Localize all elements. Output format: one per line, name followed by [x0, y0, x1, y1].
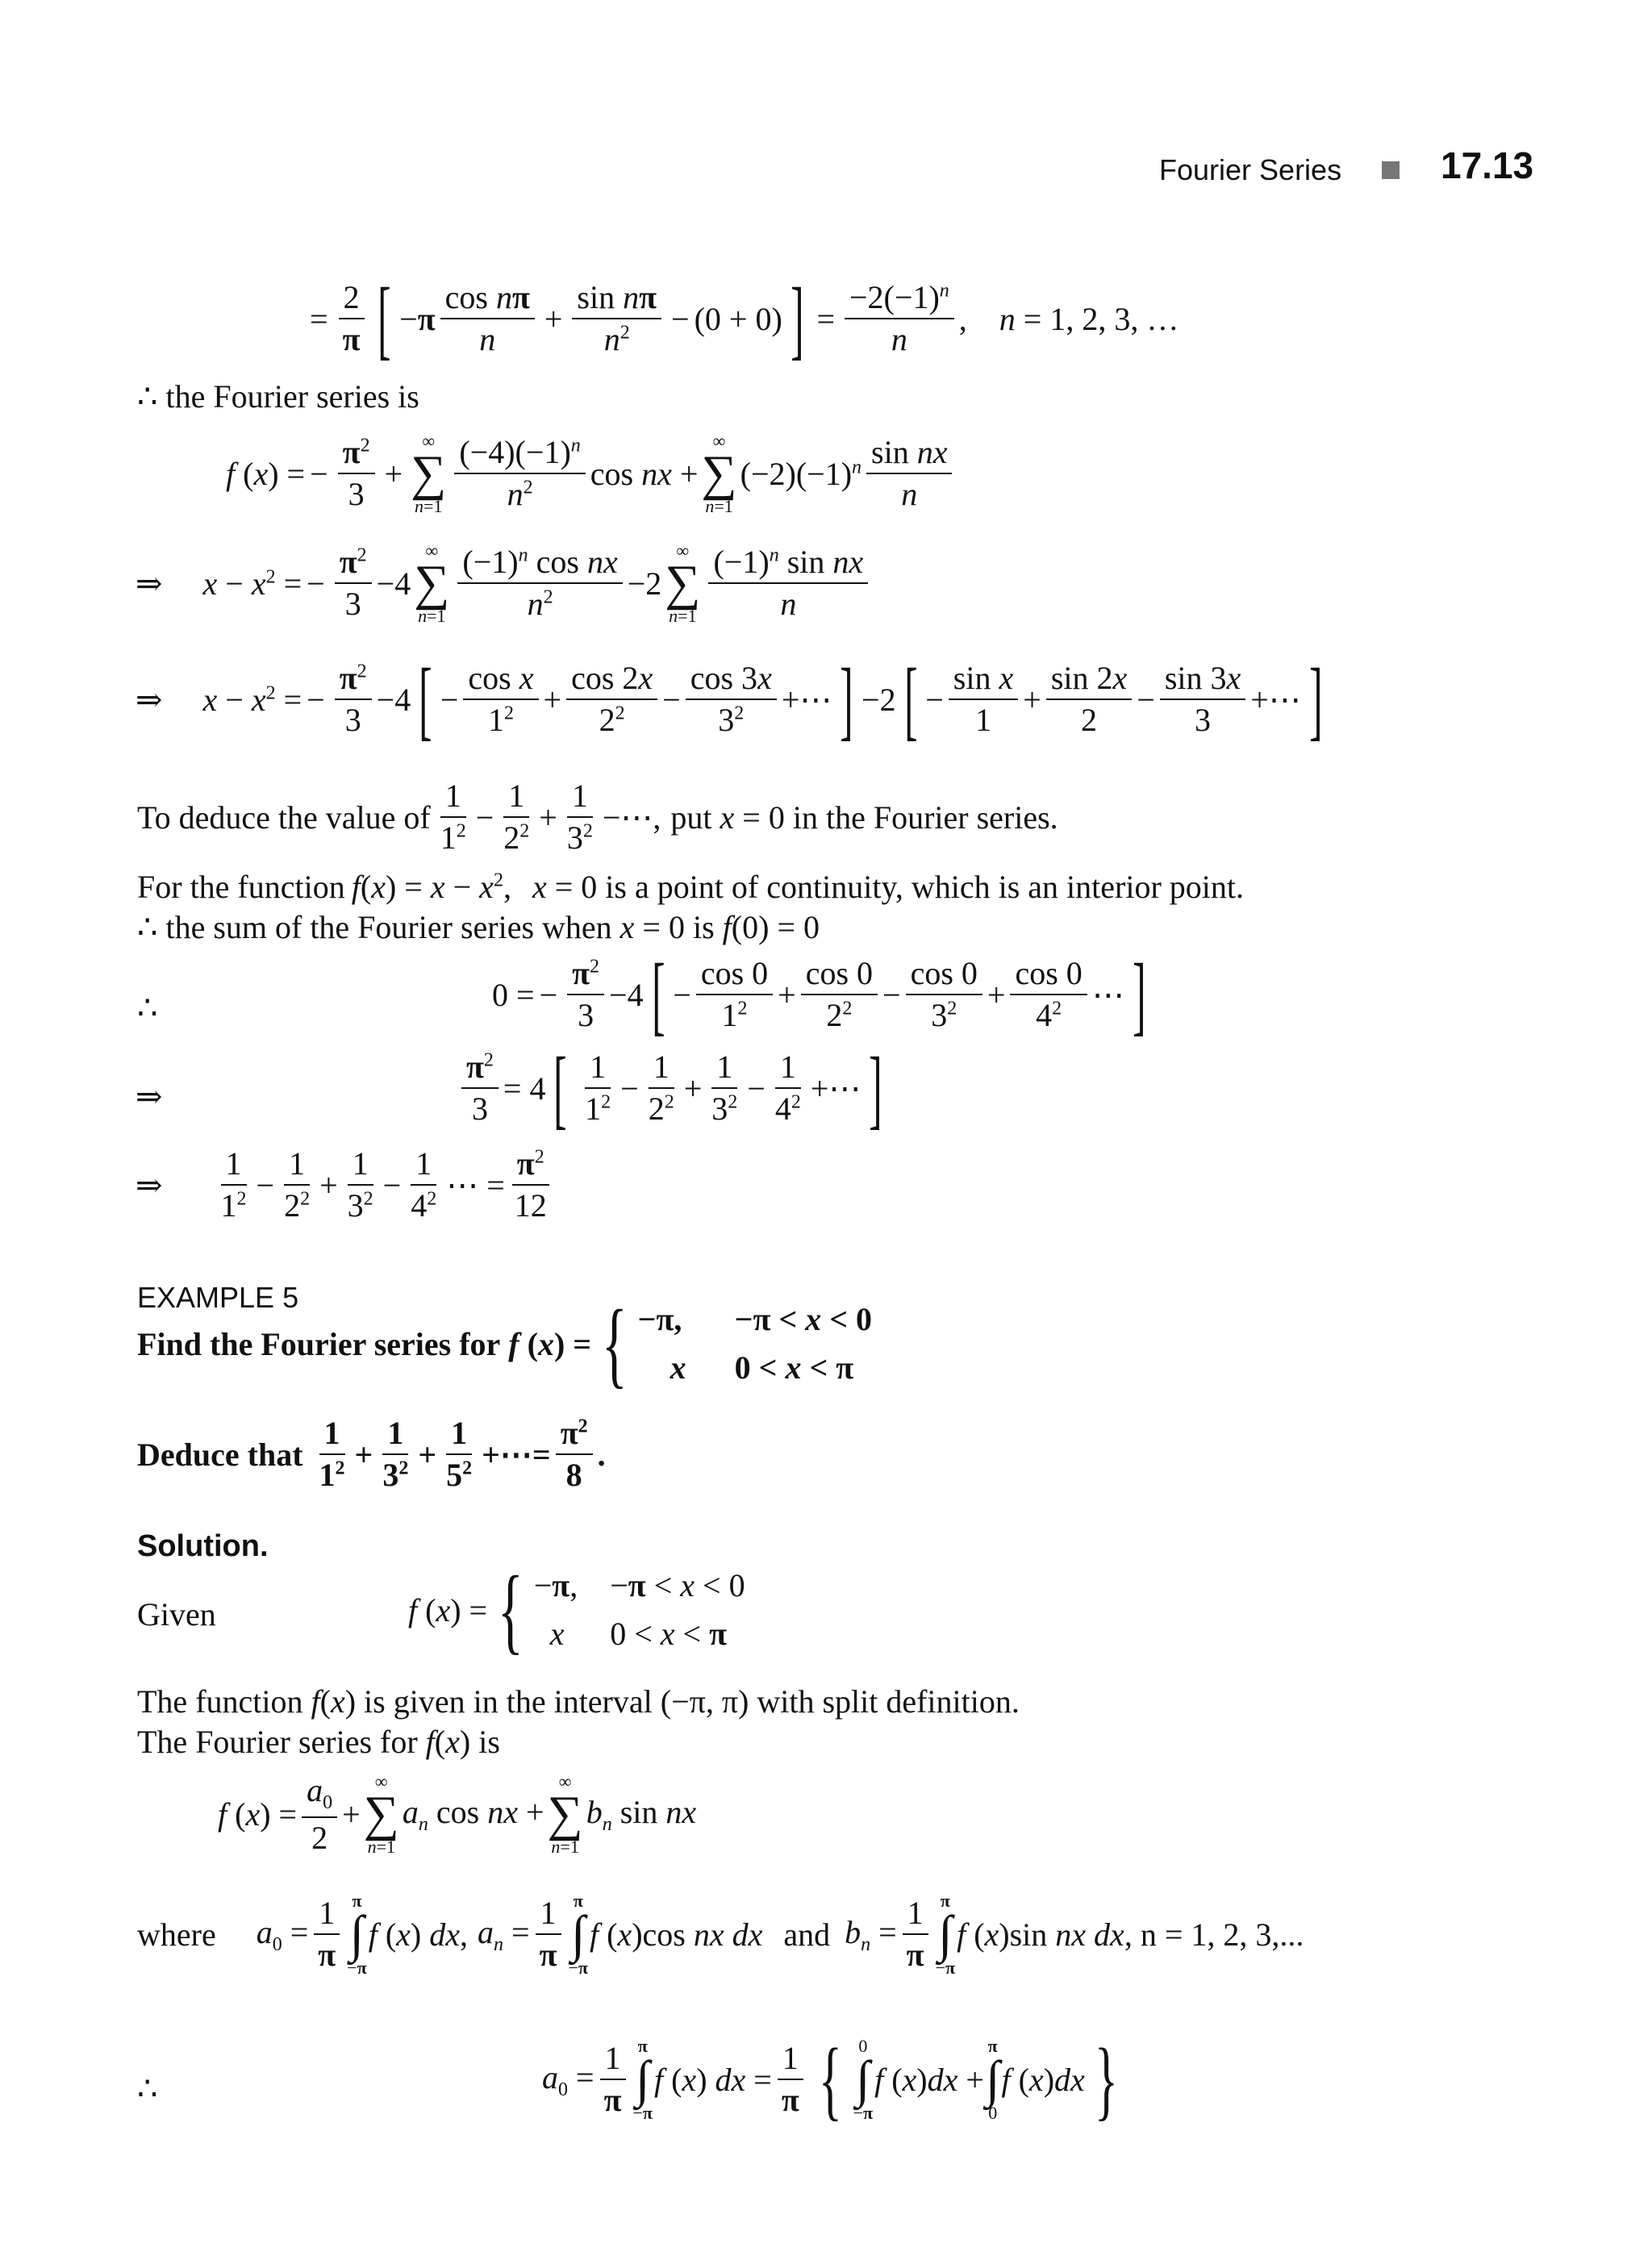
integral-symbol: π ∫ −π [568, 1891, 588, 1978]
summation-symbol: ∞ ∑ n=1 [363, 1771, 399, 1857]
summation-symbol: ∞ ∑ n=1 [665, 540, 701, 626]
therefore-symbol: ∴ [137, 990, 158, 1026]
example-problem-statement: Find the Fourier series for f (x) = { −π, −π < x < 0 x 0 < x < π [137, 1290, 872, 1397]
running-header: Fourier Series [1159, 153, 1342, 186]
x-minus-x2-expanded-equation: ⇒ $x - x^2$ = − $\frac{\pi^2}{3}$ −4 [ − $\frac{\text{cos x}}{1^2}$ + $\frac{\cos 2x}{2^2}$ − $\frac{\cos 3x}{3^2}$ +⋯ ] −2 [ − $\frac{\text{sin x}}{1}$ + $\frac{\sin 2x}{2}$ − $\frac{\sin 3x}{3}$ +⋯ ] [136, 650, 1323, 749]
integral-symbol: π ∫ 0 [985, 2036, 1000, 2123]
series-intro: ∴ the Fourier series is [137, 378, 419, 415]
sum-at-zero-sentence: ∴ the sum of the Fourier series when x = 0 is f (0) = 0 [137, 909, 820, 945]
coefficient-formulas: where $a_0$ = $\frac{1}{\pi}$ π ∫ −π f (x) dx, $a_n$ = $\frac{1}{\pi}$ π ∫ −π f (x)cos nx dx and $b_n$ = $\frac{1}{\pi}$ π ∫ −π f (x)sin nx dx, n = 1, 2, 3,... [137, 1891, 1304, 1978]
split-definition-sentence: The function f(x) is given in the interval (−π, π) with split definition. [137, 1683, 1020, 1720]
integral-symbol: π ∫ −π [935, 1891, 956, 1978]
deduce-statement: Deduce that $\frac{1}{1^2}$ + $\frac{1}{3^2}$ + $\frac{1}{5^2}$ +⋯= $\frac{\pi^2}{8}$ . [137, 1415, 606, 1493]
solution-label: Solution. [137, 1529, 269, 1563]
general-fourier-series: f (x) = $\frac{a_0}{2}$ + ∞ ∑ n=1 $a_n$ cos nx + ∞ ∑ n=1 $b_n$ sin nx [218, 1771, 697, 1857]
pi-squared-over-three-equation: $\frac{\pi^2}{3}$ = 4 [ $\frac{1}{1^2}$ − $\frac{1}{2^2}$ + $\frac{1}{3^2}$ − $\frac{1}{4^2}$ +⋯ ] [457, 1050, 891, 1126]
given-function-definition: f (x) = { −π, −π < x < 0 x 0 < x < π [408, 1556, 745, 1663]
example-label: EXAMPLE 5 [137, 1281, 299, 1314]
page-number: 17.13 [1441, 144, 1534, 186]
deduce-value-sentence: To deduce the value of $\frac{1}{1^2}$ − $\frac{1}{2^2}$ + $\frac{1}{3^2}$ −⋯, put x = 0 in the Fourier series. [137, 778, 1058, 856]
summation-symbol: ∞ ∑ n=1 [701, 431, 737, 516]
given-label: Given [137, 1596, 216, 1633]
summation-symbol: ∞ ∑ n=1 [414, 540, 450, 626]
bn-result-equation: = $\frac{2}{\pi}$ [ −π $\frac{\text{cos nπ}}{n}$ + $\frac{\text{sin nπ}}{n^2}$ − (0 + 0) ] = $\frac{-2(-1)^n}{n}$ , n = 1, 2, 3, … [310, 269, 1179, 368]
integral-symbol: π ∫ −π [347, 1891, 367, 1978]
summation-symbol: ∞ ∑ n=1 [547, 1771, 583, 1857]
header-square-icon [1382, 161, 1400, 179]
series-sum-result: ⇒ $\frac{1}{1^2}$ − $\frac{1}{2^2}$ + $\frac{1}{3^2}$ − $\frac{1}{4^2}$ ⋯ = $\frac{\pi^2}{12}$ [136, 1147, 557, 1223]
summation-symbol: ∞ ∑ n=1 [411, 431, 447, 516]
fourier-series-for-sentence: The Fourier series for f(x) is [137, 1724, 500, 1760]
integral-symbol: 0 ∫ −π [853, 2036, 874, 2123]
zero-substitution-equation: 0 = − $\frac{\pi^2}{3}$ −4 [ − $\frac{\cos 0}{1^2}$ + $\frac{\cos 0}{2^2}$ − $\frac{\cos 0}{3^2}$ + $\frac{\cos 0}{4^2}$ ⋯ ] [492, 945, 1146, 1044]
implies-symbol: ⇒ [136, 1078, 163, 1115]
integral-symbol: π ∫ −π [632, 2036, 653, 2123]
a0-equation: $a_0$ = $\frac{1}{\pi}$ π ∫ −π f (x) dx = $\frac{1}{\pi}$ { 0 ∫ −π f (x)dx + π ∫ 0 f (x)dx } [542, 2030, 1118, 2129]
x-minus-x2-sum-equation: ⇒ $x - x^2$ = − $\frac{\pi^2}{3}$ −4 ∞ ∑ n=1 $\frac{(-1)^n \cos nx}{n^2}$ −2 ∞ ∑ n=1 $\frac{(-1)^n \sin nx}{n}$ [136, 542, 873, 625]
fourier-series-equation: f (x) = − $\frac{\pi^2}{3}$ + ∞ ∑ n=1 $\frac{(-4)(-1)^n}{n^2}$ cos nx + ∞ ∑ n=1 $(-2)(-1)^n$ $\frac{\text{sin nx}}{n}$ [226, 432, 957, 515]
therefore-symbol: ∴ [137, 2070, 158, 2107]
continuity-sentence: For the function $f(x) = x - x^2$, x = 0 is a point of continuity, which is an interior point. [137, 869, 1244, 905]
